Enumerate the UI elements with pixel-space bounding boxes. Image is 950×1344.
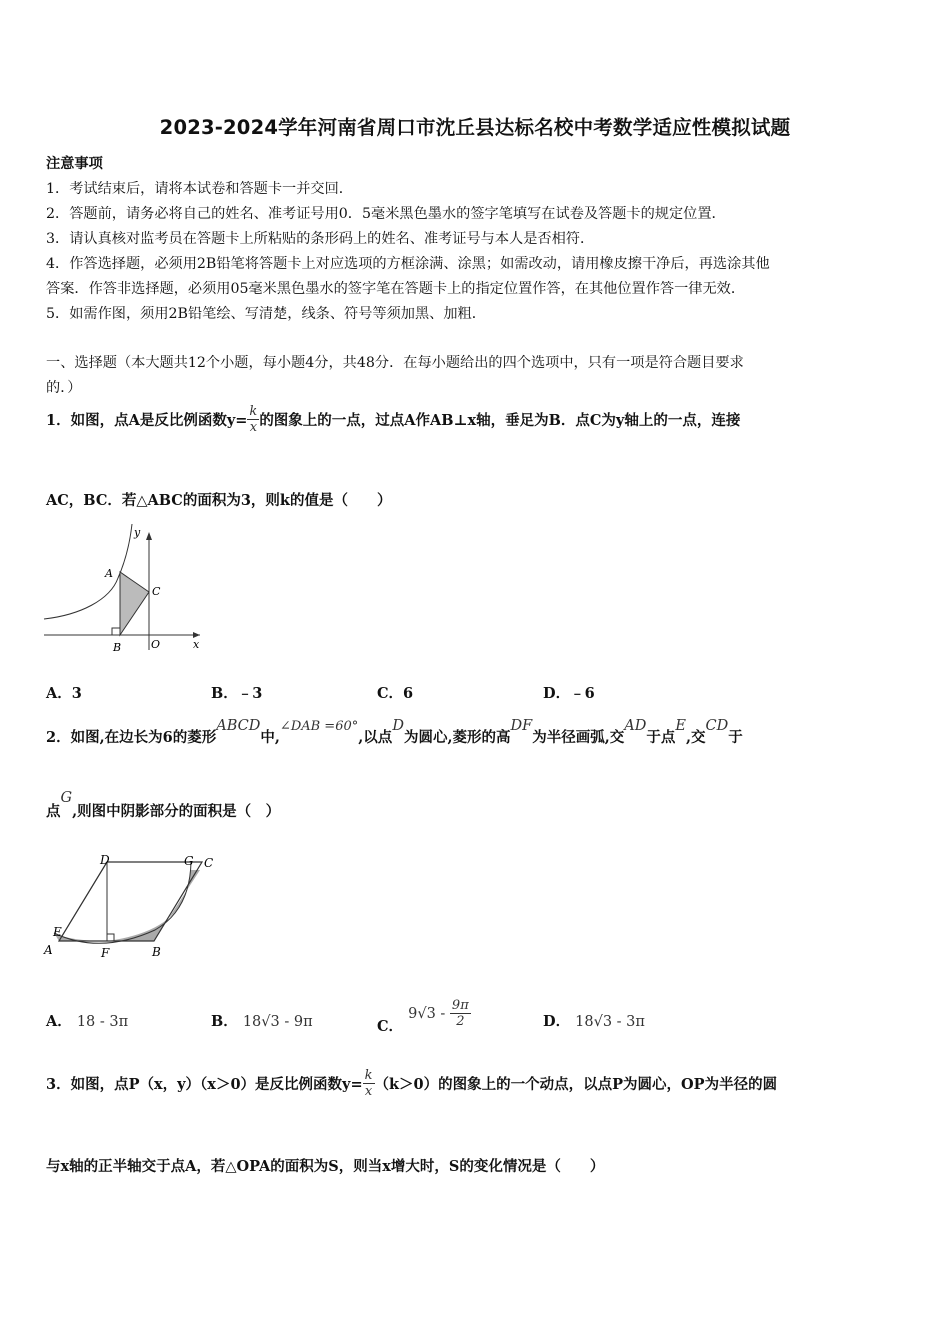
- question-2-line-1: 2．如图,在边长为6的菱形ABCD中,∠DAB =60°,以点D为圆心,菱形的高DF为半径画弧,交AD于点E,交CD于: [46, 718, 743, 746]
- label-b: B: [113, 641, 122, 654]
- q1-text-pre: 1．如图，点A是反比例函数y=: [46, 412, 248, 429]
- triangle-abc: [120, 572, 149, 635]
- q1-frac-den: x: [249, 420, 258, 435]
- label-y: y: [134, 526, 141, 539]
- label-b: B: [152, 945, 161, 959]
- q1-option-a: A．3: [46, 685, 82, 702]
- label-x: x: [193, 638, 200, 651]
- note-item: 4．作答选择题，必须用2B铅笔将答题卡上对应选项的方框涂满、涂黑；如需改动，请用橡皮擦干净后，再选涂其他: [46, 256, 770, 272]
- section-heading-cont: 的．）: [46, 380, 82, 396]
- label-o: O: [151, 638, 161, 651]
- right-angle-mark: [112, 628, 120, 635]
- note-item: 2．答题前，请务必将自己的姓名、准考证号用0．5毫米黑色墨水的签字笔填写在试卷及答题卡的规定位置．: [46, 206, 726, 222]
- hyperbola-curve: [44, 524, 132, 619]
- q2-option-c: C． 9√3 - $\frac{9\pi}{2}$: [377, 998, 469, 1035]
- question-3-line-2: 与x轴的正半轴交于点A，若△OPA的面积为S，则当x增大时，S的变化情况是（ ）: [46, 1158, 605, 1175]
- note-item: 1．考试结束后，请将本试卷和答题卡一并交回．: [46, 181, 353, 197]
- q1-option-d: D．﹣6: [543, 685, 595, 702]
- q2-option-a: A． 18 - 3π: [46, 1013, 129, 1030]
- q2-option-c-fraction: $\frac{9\pi}{2}$: [451, 998, 469, 1029]
- label-e: E: [53, 925, 62, 939]
- section-heading: 一、选择题（本大题共12个小题，每小题4分，共48分．在每小题给出的四个选项中，只有一项是符合题目要求: [46, 355, 744, 371]
- question-1-line-2: AC，BC．若△ABC的面积为3，则k的值是（ ）: [46, 492, 392, 509]
- q2-option-d: D． 18√3 - 3π: [543, 1013, 645, 1030]
- label-a: A: [44, 943, 53, 957]
- q1-figure: [40, 520, 215, 655]
- label-d: D: [100, 853, 110, 867]
- question-2-line-2: 点G,则图中阴影部分的面积是（ ）: [46, 790, 281, 820]
- q2-option-b: B． 18√3 - 9π: [211, 1013, 313, 1030]
- label-g: G: [184, 854, 194, 868]
- q1-option-b: B．﹣3: [211, 685, 263, 702]
- label-a: A: [105, 567, 113, 580]
- right-angle-mark: [107, 934, 114, 941]
- q1-text-post: 的图象上的一点，过点A作AB⊥x轴，垂足为B．点C为y轴上的一点，连接: [259, 412, 741, 429]
- page-title: 2023-2024学年河南省周口市沈丘县达标名校中考数学适应性模拟试题: [159, 116, 791, 139]
- label-c: C: [152, 585, 161, 598]
- note-item: 答案．作答非选择题，必须用05毫米黑色墨水的签字笔在答题卡上的指定位置作答，在其他位置作答一律无效．: [46, 281, 746, 297]
- label-c: C: [204, 856, 214, 870]
- q1-fraction: [247, 404, 259, 435]
- notes-heading: 注意事项: [46, 156, 103, 172]
- question-1-line-1: [46, 404, 740, 435]
- note-item: 3．请认真核对监考员在答题卡上所粘贴的条形码上的姓名、准考证号与本人是否相符．: [46, 231, 595, 247]
- q1-option-c: C．6: [377, 685, 414, 702]
- label-f: F: [101, 946, 110, 960]
- q1-frac-num: k: [249, 404, 258, 419]
- y-axis-arrow: [146, 532, 152, 540]
- note-item: 5．如需作图，须用2B铅笔绘、写清楚，线条、符号等须加黑、加粗．: [46, 306, 486, 322]
- question-3-line-1: 3．如图，点P（x，y）（x＞0）是反比例函数y= $\frac{k}{x}$ （k＞0）的图象上的一个动点，以点P为圆心，OP为半径的圆: [46, 1068, 778, 1099]
- q3-fraction: $\frac{k}{x}$: [364, 1068, 373, 1099]
- arc-eg: [54, 862, 191, 943]
- q2-figure: [40, 850, 225, 965]
